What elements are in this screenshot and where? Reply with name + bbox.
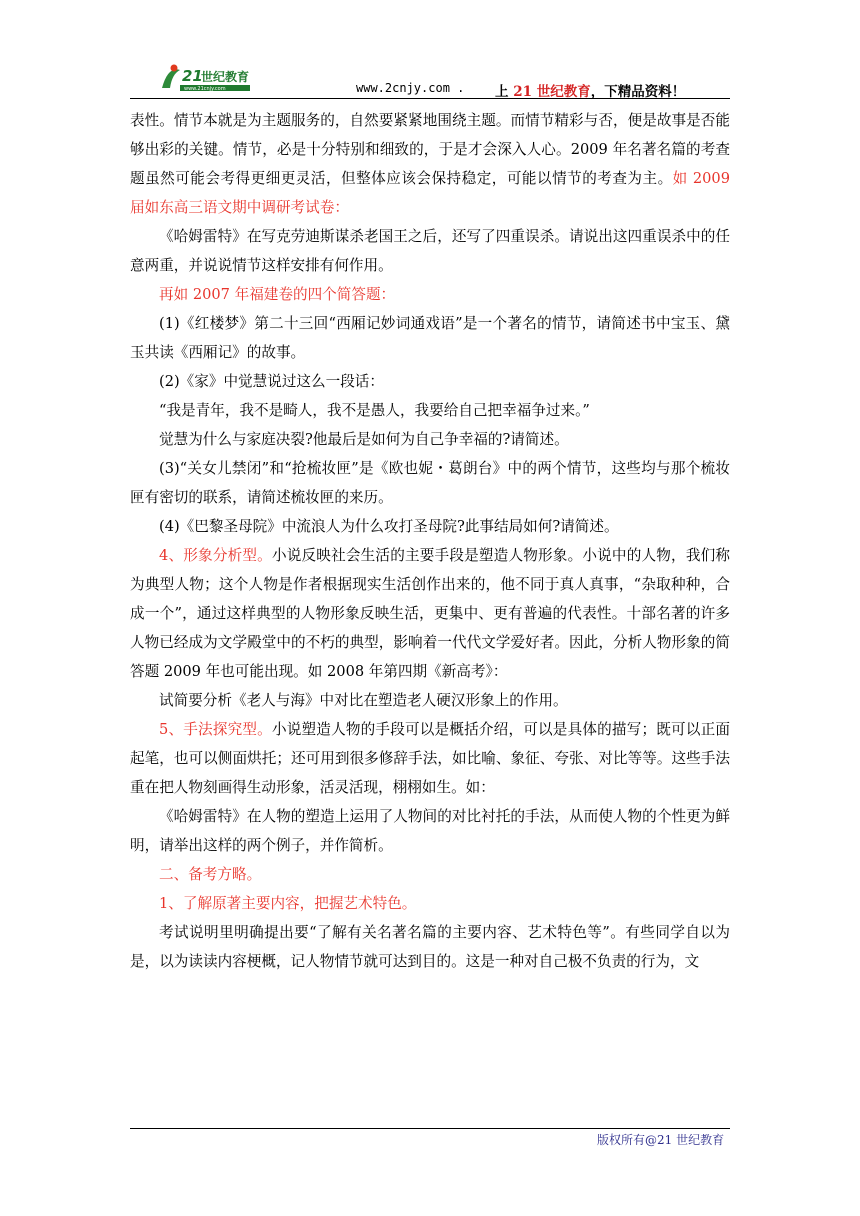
slogan-prefix: 上 bbox=[495, 84, 509, 100]
paragraph bbox=[130, 106, 730, 222]
svg-text:世纪教育: 世纪教育 bbox=[201, 70, 250, 84]
question-4: (4)《巴黎圣母院》中流浪人为什么攻打圣母院?此事结局如何?请简述。 bbox=[159, 518, 619, 535]
footer-copyright: 版权所有@21 世纪教育 bbox=[597, 1133, 725, 1147]
header-rule bbox=[130, 98, 730, 99]
document-body bbox=[130, 106, 730, 976]
svg-text:21: 21 bbox=[182, 67, 203, 85]
paragraph-red-text: 如 2009 届如东高三语文期中调研考试卷： bbox=[130, 170, 730, 216]
question-1: (1)《红楼梦》第二十三回“西厢记妙词通戏语”是一个著名的情节，请简述书中宝玉、黛玉共读《西厢记》的故事。 bbox=[130, 315, 730, 361]
section-4-text: 小说反映社会生活的主要手段是塑造人物形象。小说中的人物，我们称为典型人物；这个人物是作者根据现实生活创作出来的，他不同于真人真事，“杂取种种，合成一个”，通过这样典型的人物形象反映生活，更集中、更有普遍的代表性。十部名著的许多人物已经成为文学殿堂中的不朽的典型，影响着一代代文学爱好者。因此，分析人物形象的简答题 2009 年也可能出现。如 2008 年第四期《新高考》： bbox=[130, 547, 730, 680]
question-2: (2)《家》中觉慧说过这么一段话： bbox=[159, 373, 384, 390]
paragraph: 《哈姆雷特》在写克劳迪斯谋杀老国王之后，还写了四重误杀。请说出这四重误杀中的任意两重，并说说情节这样安排有何作用。 bbox=[130, 228, 730, 274]
site-logo[interactable] bbox=[158, 60, 254, 96]
section-4 bbox=[130, 541, 730, 686]
section-4-example: 试简要分析《老人与海》中对比在塑造老人硬汉形象上的作用。 bbox=[159, 692, 568, 709]
paragraph-red: 再如 2007 年福建卷的四个简答题： bbox=[159, 286, 396, 303]
question-2-quote: “我是青年，我不是畸人，我不是愚人，我要给自己把幸福争过来。” bbox=[159, 402, 590, 419]
header-slogan bbox=[495, 80, 685, 100]
slogan-suffix: ，下精品资料！ bbox=[590, 84, 686, 100]
paragraph-text: 表性。情节本就是为主题服务的，自然要紧紧地围绕主题。而情节精彩与否，便是故事是否能够出彩的关键。情节，必是十分特别和细致的，于是才会深入人心。2009 年名著名篇的考查题虽然可能会考得更细更灵活，但整体应该会保持稳定，可能以情节的考查为主。 bbox=[130, 112, 730, 187]
section-5 bbox=[130, 715, 730, 802]
section-2-heading: 二、备考方略。 bbox=[159, 866, 262, 883]
slogan-highlight: 21 世纪教育 bbox=[513, 84, 591, 100]
question-3: (3)“关女儿禁闭”和“抢梳妆匣”是《欧也妮・葛朗台》中的两个情节，这些均与那个梳妆匣有密切的联系，请简述梳妆匣的来历。 bbox=[130, 460, 730, 506]
question-2-ask: 觉慧为什么与家庭决裂?他最后是如何为自己争幸福的?请简述。 bbox=[159, 431, 569, 448]
svg-text:www.21cnjy.com: www.21cnjy.com bbox=[184, 86, 226, 92]
page-header bbox=[130, 60, 730, 100]
section-5-example: 《哈姆雷特》在人物的塑造上运用了人物间的对比衬托的手法，从而使人物的个性更为鲜明，请举出这样的两个例子，并作简析。 bbox=[130, 808, 730, 854]
footer-rule bbox=[130, 1128, 730, 1129]
paragraph-last: 考试说明里明确提出要“了解有关名著名篇的主要内容、艺术特色等”。有些同学自以为是，以为读读内容梗概，记人物情节就可达到目的。这是一种对自己极不负责的行为，文 bbox=[130, 924, 730, 970]
section-4-heading: 4、形象分析型。 bbox=[159, 547, 272, 564]
header-site-url[interactable]: www.2cnjy.com . bbox=[356, 81, 465, 95]
section-5-text: 小说塑造人物的手段可以是概括介绍，可以是具体的描写；既可以正面起笔，也可以侧面烘托；还可用到很多修辞手法，如比喻、象征、夸张、对比等等。这些手法重在把人物刻画得生动形象，活灵活现，栩栩如生。如： bbox=[130, 721, 730, 796]
section-5-heading: 5、手法探究型。 bbox=[159, 721, 272, 738]
section-2-1-heading: 1、了解原著主要内容，把握艺术特色。 bbox=[159, 895, 417, 912]
